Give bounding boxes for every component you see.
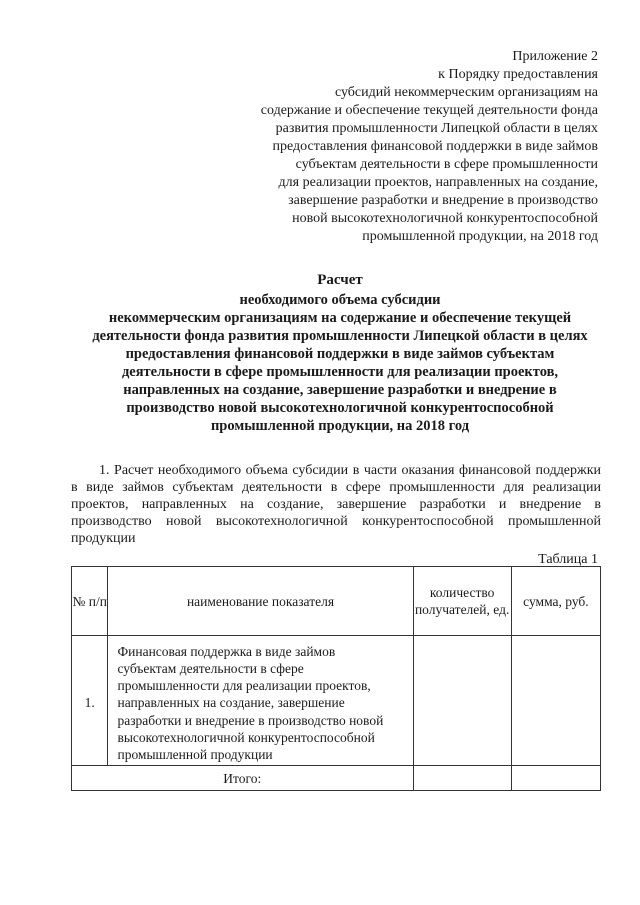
row-indicator-line: направленных на создание, завершение [117,695,345,711]
header-cell-number: № п/п [72,567,108,636]
appendix-line: субъектам деятельности в сфере промышленности [295,157,598,172]
appendix-line: для реализации проектов, направленных на создание, [278,175,598,190]
title-line: Расчет [317,272,363,288]
row-amount-cell [511,636,600,766]
total-label: Итого: [72,766,414,791]
row-indicator-name [108,636,413,766]
title-line: деятельности фонда развития промышленности Липецкой области в целях [92,328,588,344]
appendix-line: предоставления финансовой поддержки в виде займов [272,139,598,154]
row-indicator-line: промышленной продукции [117,747,273,762]
appendix-line: завершение разработки и внедрение в производство [288,193,598,208]
header-cell-amount: сумма, руб. [511,567,600,636]
row-recipients-cell [413,636,511,766]
total-amount-cell [511,766,600,791]
calculation-table [71,566,601,791]
title-line: некоммерческим организациям на содержание и обеспечение текущей [108,310,572,326]
total-recipients-cell [413,766,511,791]
header-cell-recipients: количество получателей, ед. [413,567,511,636]
appendix-line: Приложение 2 [512,49,598,64]
appendix-header [168,48,598,246]
appendix-line: новой высокотехнологичной конкурентоспособной [292,211,598,226]
row-number: 1. [72,636,108,766]
row-indicator-line: высокотехнологичной конкурентоспособной [117,729,375,745]
table-label: Таблица 1 [538,552,598,567]
title-line: направленных на создание, завершение разработки и внедрение в [123,382,557,398]
row-indicator-line: разработки и внедрение в производство новой [117,712,384,728]
document-title [60,271,620,435]
table-total-row [72,766,601,791]
title-line: необходимого объема субсидии [239,292,441,308]
title-line: деятельности в сфере промышленности для реализации проектов, [121,364,559,380]
row-indicator-line: Финансовая поддержка в виде займов [117,643,336,659]
header-cell-indicator: наименование показателя [108,567,413,636]
table-row [72,636,601,766]
title-line: промышленной продукции, на 2018 год [210,418,470,434]
appendix-line: субсидий некоммерческим организациям на [334,85,598,100]
body-paragraph: 1. Расчет необходимого объема субсидии в части оказания финансовой поддержки в виде займов субъектам деятельности в сфере промышленности для реализации проектов, направленных на создание, завершение разработки и внедрение в производство новой высокотехнологичной конкурентоспособной промышленной продукции [71,463,601,546]
row-indicator-line: субъектам деятельности в сфере [117,660,304,676]
appendix-line: промышленной продукции, на 2018 год [362,229,598,244]
appendix-line: к Порядку предоставления [438,67,598,82]
row-indicator-line: промышленности для реализации проектов, [117,678,371,694]
title-line: производство новой высокотехнологичной конкурентоспособной [126,400,554,416]
table-header-row [72,567,601,636]
appendix-line: содержание и обеспечение текущей деятельности фонда [260,103,598,118]
appendix-line: развития промышленности Липецкой области в целях [275,121,598,136]
title-line: предоставления финансовой поддержки в виде займов субъектам [125,346,555,362]
